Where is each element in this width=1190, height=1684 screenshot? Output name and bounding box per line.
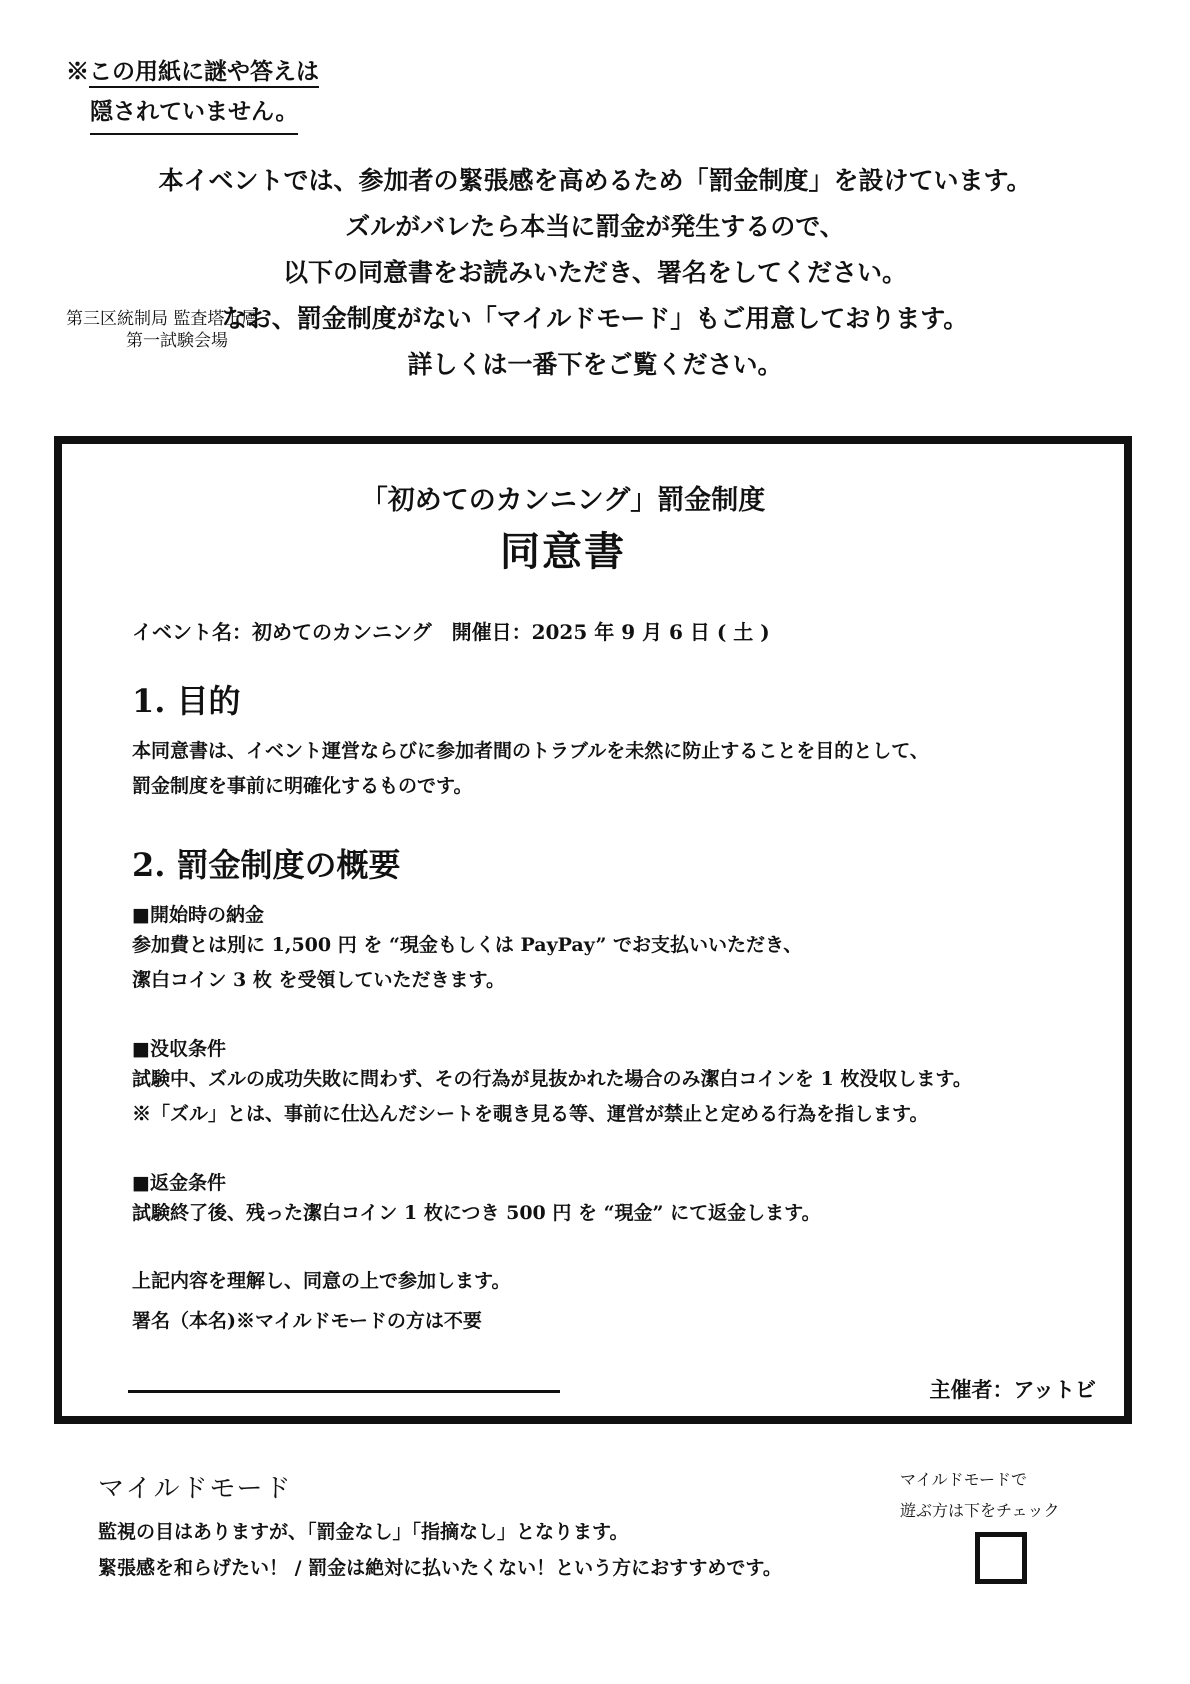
forfeit-title: ■没収条件 — [132, 1038, 226, 1060]
deposit-line-2: 潔白コイン 3 枚 を受領していただきます。 — [132, 969, 505, 991]
signature-label: 署名（本名)※マイルドモードの方は不要 — [132, 1310, 482, 1332]
agreement-title: 同意書 — [500, 528, 626, 575]
mild-mode-title: マイルドモード — [98, 1474, 293, 1504]
refund-title: ■返金条件 — [132, 1172, 226, 1194]
consent-text: 上記内容を理解し、同意の上で参加します。 — [132, 1270, 511, 1292]
notice-text-1: この用紙に謎や答えは — [89, 58, 319, 88]
intro-line-1: 本イベントでは、参加者の緊張感を高めるため「罰金制度」を設けています。 — [158, 166, 1032, 195]
mild-mode-check-label — [900, 1464, 1120, 1526]
notice-mark: ※ — [66, 58, 89, 85]
organizer: 主催者：アットビ — [929, 1377, 1096, 1402]
agreement-subtitle: 「初めてのカンニング」罰金制度 — [360, 485, 766, 516]
mild-mode-checkbox[interactable] — [975, 1532, 1027, 1584]
intro-line-3: 以下の同意書をお読みいただき、署名をしてください。 — [282, 258, 907, 287]
deposit-title: ■開始時の納金 — [132, 904, 264, 926]
location-line-2: 第一試験会場 — [126, 331, 228, 351]
check-label-line-2: 遊ぶ方は下をチェック — [900, 1501, 1060, 1520]
signature-line[interactable] — [128, 1390, 560, 1393]
mild-mode-line-1: 監視の目はありますが、「罰金なし」「指摘なし」となります。 — [98, 1521, 629, 1543]
intro-text — [0, 158, 1190, 388]
location-line-1: 第三区統制局 監査塔上層 — [66, 309, 259, 329]
forfeit-line-1: 試験中、ズルの成功失敗に問わず、その行為が見抜かれた場合のみ潔白コインを 1 枚没収します。 — [132, 1068, 972, 1090]
notice-line-1 — [66, 52, 319, 92]
notice — [66, 52, 319, 135]
check-label-line-1: マイルドモードで — [900, 1470, 1028, 1489]
intro-line-2: ズルがバレたら本当に罰金が発生するので、 — [345, 212, 845, 241]
mild-mode-line-2: 緊張感を和らげたい！ / 罰金は絶対に払いたくない！という方におすすめです。 — [98, 1557, 782, 1579]
agreement-form — [54, 436, 1132, 1424]
refund-line-1: 試験終了後、残った潔白コイン 1 枚につき 500 円 を “現金” にて返金します。 — [132, 1202, 821, 1224]
mild-mode-description — [98, 1514, 782, 1586]
section-1-line-2: 罰金制度を事前に明確化するものです。 — [132, 775, 473, 797]
intro-line-5: 詳しくは一番下をご覧ください。 — [407, 350, 783, 379]
section-1-line-1: 本同意書は、イベント運営ならびに参加者間のトラブルを未然に防止することを目的として、 — [132, 740, 929, 762]
location-stamp — [66, 308, 258, 352]
deposit-line-1: 参加費とは別に 1,500 円 を “現金もしくは PayPay” でお支払いいただき、 — [132, 934, 803, 956]
section-1-heading: 1. 目的 — [132, 682, 241, 720]
notice-line-2: 隠されていません。 — [90, 92, 298, 135]
section-2-heading: 2. 罰金制度の概要 — [132, 846, 401, 884]
forfeit-line-2: ※「ズル」とは、事前に仕込んだシートを覗き見る等、運営が禁止と定める行為を指します。 — [132, 1103, 929, 1125]
event-info: イベント名：初めてのカンニング 開催日：2025 年 9 月 6 日 ( 土 ) — [132, 620, 770, 644]
intro-line-4: なお、罰金制度がない「マイルドモード」もご用意しております。 — [221, 304, 969, 333]
